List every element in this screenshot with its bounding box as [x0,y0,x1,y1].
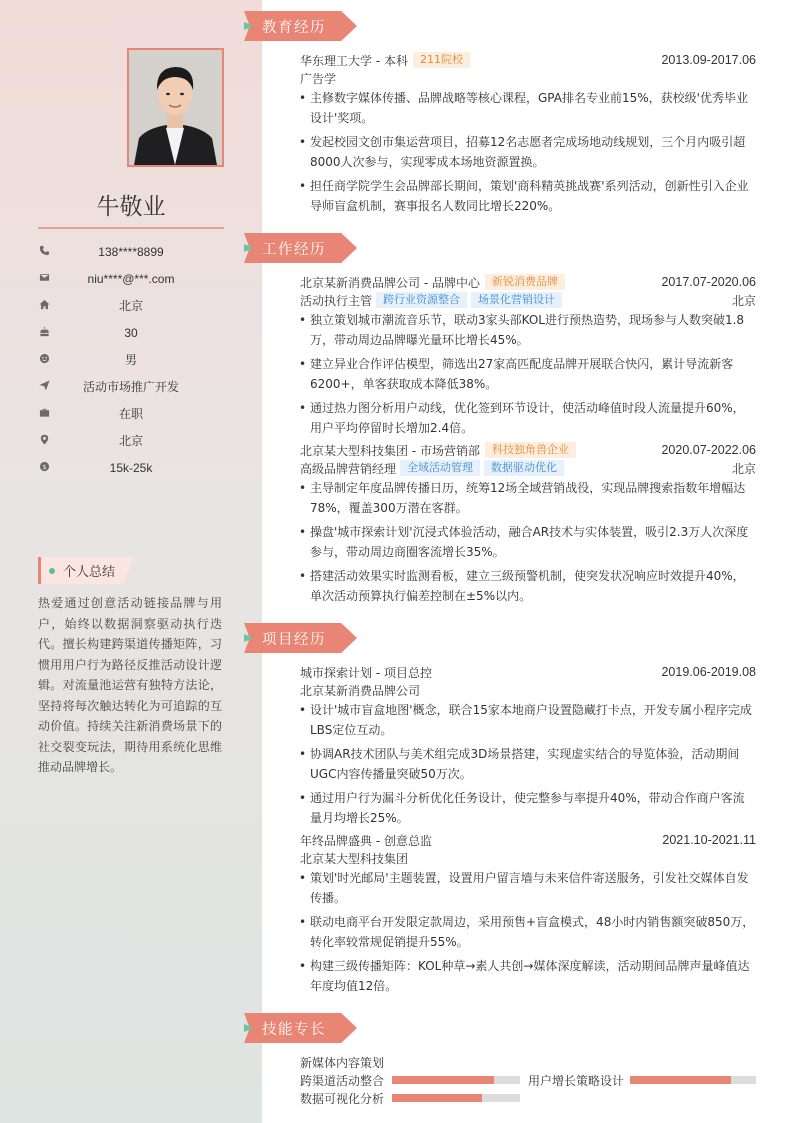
company-tag: 新锐消费品牌 [485,274,565,290]
section-skills-header: 技能专长 [244,1013,357,1043]
svg-text:$: $ [41,462,47,471]
contact-info-list [38,238,224,481]
skill-label: 用户增长策略设计 [528,1073,625,1088]
project-company: 北京某大型科技集团 [300,851,409,866]
skill-item [528,1072,756,1089]
list-item: • 设计'城市盲盒地图'概念，联合15家本地商户设置隐藏打卡点，开发专属小程序完成LBS定位互动。 [300,700,756,740]
job-role: 活动执行主管 [300,293,373,308]
list-item: • 建立异业合作评估模型，筛选出27家高匹配度品牌开展联合快闪，累计导流新客6200+，单客获取成本降低38%。 [300,354,756,394]
skill-label: 数据可视化分析 [300,1091,385,1106]
list-item: • 通过热力图分析用户动线，优化签到环节设计，使活动峰值时段人流量提升60%，用户平均停留时长增加2.4倍。 [300,398,756,438]
info-age: 30 [38,319,224,346]
education-entry [300,51,756,220]
arrow-icon [244,634,254,642]
project-date: 2021.10-2021.11 [662,833,756,847]
work-date: 2017.07-2020.06 [661,275,756,289]
info-email: niu****@***.com [38,265,224,292]
company-name: 北京某大型科技集团 - 市场营销部 [300,443,480,458]
arrow-icon [244,22,254,30]
section-work-header: 工作经历 [244,233,357,263]
summary-heading: 个人总结 [38,557,134,584]
role-tag: 场景化营销设计 [471,292,562,308]
list-item: • 主导制定年度品牌传播日历，统筹12场全域营销战役，实现品牌搜索指数年增幅达78%，覆盖300万潜在客群。 [300,478,756,518]
mail-icon [38,271,50,283]
list-item: • 协调AR技术团队与美术组完成3D场景搭建，实现虚实结合的导览体验，活动期间UGC内容传播量突破50万次。 [300,744,756,784]
summary-dot-icon [49,568,55,574]
location-pin-icon [38,433,50,445]
list-item: • 构建三级传播矩阵：KOL种草→素人共创→媒体深度解读，活动期间品牌声量峰值达年度均值12倍。 [300,956,756,996]
major: 广告学 [300,71,337,86]
work-city: 北京 [731,293,756,308]
list-item: • 担任商学院学生会品牌部长期间，策划'商科精英挑战赛'系列活动，创新性引入企业导师盲盒机制，赛事报名人数同比增长220%。 [300,176,756,216]
company-name: 北京某新消费品牌公司 - 品牌中心 [300,275,480,290]
role-tag: 跨行业资源整合 [376,292,467,308]
info-salary: $ 15k-25k [38,454,224,481]
info-location: 北京 [38,427,224,454]
skill-level-bar [630,1076,756,1084]
arrow-icon [244,1024,254,1032]
school-name: 华东理工大学 - 本科 [300,53,408,68]
list-item: • 发起校园文创市集运营项目，招募12名志愿者完成场地动线规划，三个月内吸引超8000人次参与，实现零成本场地资源置换。 [300,132,756,172]
company-tag: 科技独角兽企业 [485,442,576,458]
role-tag: 全域活动管理 [400,460,480,476]
briefcase-icon [38,406,50,418]
list-item: • 主修数字媒体传播、品牌战略等核心课程，GPA排名专业前15%，获校级'优秀毕业设计'奖项。 [300,88,756,128]
job-role: 高级品牌营销经理 [300,461,397,476]
list-item: • 策划'时光邮局'主题装置，设置用户留言墙与未来信件寄送服务，引发社交媒体自发传播。 [300,868,756,908]
skill-label: 新媒体内容策划 [300,1055,385,1070]
work-city: 北京 [731,461,756,476]
skill-level-bar [392,1076,520,1084]
salary-icon [38,460,50,472]
gender-icon [38,352,50,364]
info-job-target: 活动市场推广开发 [38,373,224,400]
list-item: • 通过用户行为漏斗分析优化任务设计，使完整参与率提升40%，带动合作商户客流量月均增长25%。 [300,788,756,828]
project-name: 城市探索计划 - 项目总控 [300,665,432,680]
cake-icon [38,325,50,337]
school-tag: 211院校 [413,52,470,68]
skill-level-bar [392,1094,520,1102]
skills-list [300,1053,756,1107]
project-name: 年终品牌盛典 - 创意总监 [300,833,432,848]
phone-icon [38,244,50,256]
project-entry-1 [300,663,756,832]
skill-label: 跨渠道活动整合 [300,1073,385,1088]
list-item: • 搭建活动效果实时监测看板，建立三级预警机制，使突发状况响应时效提升40%，单次活动预算执行偏差控制在±5%以内。 [300,566,756,606]
role-tag: 数据驱动优化 [484,460,564,476]
profile-photo [127,48,224,167]
work-entry-1 [300,273,756,442]
project-date: 2019.06-2019.08 [661,665,756,679]
candidate-name: 牛敬业 [96,194,166,220]
arrow-icon [244,244,254,252]
info-gender: 男 [38,346,224,373]
list-item: • 操盘'城市探索计划'沉浸式体验活动，融合AR技术与实体装置，吸引2.3万人次深度参与，带动周边商圈客流增长35%。 [300,522,756,562]
list-item: • 联动电商平台开发限定款周边，采用预售+盲盒模式，48小时内销售额突破850万，转化率较常规促销提升55%。 [300,912,756,952]
work-entry-2 [300,441,756,610]
education-date: 2013.09-2017.06 [661,53,756,67]
work-date: 2020.07-2022.06 [661,443,756,457]
send-icon [38,379,50,391]
info-phone: 138****8899 [38,238,224,265]
name-divider [38,227,224,229]
skill-item [300,1072,528,1089]
info-home: 北京 [38,292,224,319]
sidebar [0,0,262,1123]
section-project-header: 项目经历 [244,623,357,653]
skill-item [300,1090,528,1107]
home-icon [38,298,50,310]
project-company: 北京某新消费品牌公司 [300,683,421,698]
list-item: • 独立策划城市潮流音乐节，联动3家头部KOL进行预热造势，现场参与人数突破1.8万，带动周边品牌曝光量环比增长45%。 [300,310,756,350]
summary-text: 热爱通过创意活动链接品牌与用户，始终以数据洞察驱动执行迭代。擅长构建跨渠道传播矩阵，习惯用用户行为路径反推活动设计逻辑。对流量池运营有独特方法论，坚持将每次触达转化为可追踪的互动价值。持续关注新消费场景下的社交裂变玩法，期待用系统化思维推动品牌增长。 [38,596,222,774]
info-status: 在职 [38,400,224,427]
project-entry-2 [300,831,756,1000]
section-education-header: 教育经历 [244,11,357,41]
avatar [129,50,222,165]
